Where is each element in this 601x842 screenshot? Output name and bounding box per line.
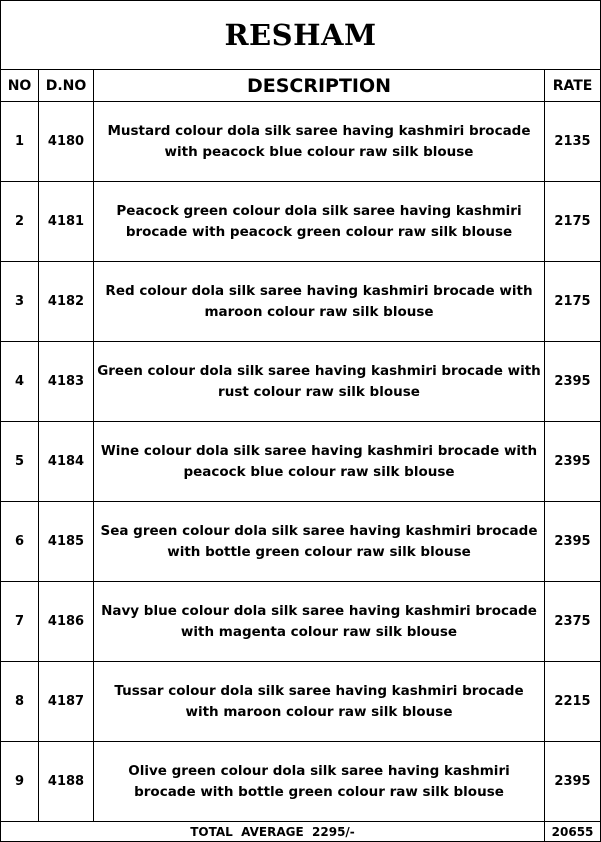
total-average-label: TOTAL AVERAGE 2295/-	[1, 822, 545, 842]
table-row	[1, 662, 601, 742]
cell-dno: 4187	[39, 662, 94, 742]
cell-no: 8	[1, 662, 39, 742]
cell-rate: 2395	[545, 422, 601, 502]
cell-description: Olive green colour dola silk saree having kashmiri brocade with bottle green colour raw silk blouse	[94, 742, 545, 822]
cell-rate: 2135	[545, 102, 601, 182]
header-no: NO	[1, 70, 39, 102]
header-dno: D.NO	[39, 70, 94, 102]
table-row	[1, 262, 601, 342]
cell-no: 4	[1, 342, 39, 422]
table-row	[1, 582, 601, 662]
cell-description: Mustard colour dola silk saree having kashmiri brocade with peacock blue colour raw silk blouse	[94, 102, 545, 182]
total-row	[1, 822, 601, 842]
cell-rate: 2395	[545, 742, 601, 822]
title-row	[1, 1, 601, 70]
total-value: 20655	[545, 822, 601, 842]
cell-dno: 4185	[39, 502, 94, 582]
cell-rate: 2375	[545, 582, 601, 662]
cell-no: 3	[1, 262, 39, 342]
cell-description: Tussar colour dola silk saree having kashmiri brocade with maroon colour raw silk blouse	[94, 662, 545, 742]
cell-no: 7	[1, 582, 39, 662]
cell-description: Navy blue colour dola silk saree having kashmiri brocade with magenta colour raw silk blouse	[94, 582, 545, 662]
cell-dno: 4183	[39, 342, 94, 422]
header-row	[1, 70, 601, 102]
cell-dno: 4188	[39, 742, 94, 822]
header-description: DESCRIPTION	[94, 70, 545, 102]
page-title: RESHAM	[1, 1, 601, 70]
cell-no: 5	[1, 422, 39, 502]
table-row	[1, 502, 601, 582]
cell-no: 6	[1, 502, 39, 582]
cell-description: Wine colour dola silk saree having kashmiri brocade with peacock blue colour raw silk blouse	[94, 422, 545, 502]
cell-dno: 4186	[39, 582, 94, 662]
cell-rate: 2395	[545, 502, 601, 582]
cell-description: Green colour dola silk saree having kashmiri brocade with rust colour raw silk blouse	[94, 342, 545, 422]
table-row	[1, 342, 601, 422]
header-rate: RATE	[545, 70, 601, 102]
cell-description: Red colour dola silk saree having kashmiri brocade with maroon colour raw silk blouse	[94, 262, 545, 342]
cell-dno: 4184	[39, 422, 94, 502]
table-row	[1, 422, 601, 502]
cell-dno: 4180	[39, 102, 94, 182]
cell-rate: 2175	[545, 182, 601, 262]
table-row	[1, 742, 601, 822]
cell-rate: 2175	[545, 262, 601, 342]
table-row	[1, 102, 601, 182]
cell-no: 2	[1, 182, 39, 262]
table-row	[1, 182, 601, 262]
cell-dno: 4182	[39, 262, 94, 342]
cell-rate: 2395	[545, 342, 601, 422]
cell-description: Peacock green colour dola silk saree having kashmiri brocade with peacock green colour raw silk blouse	[94, 182, 545, 262]
cell-rate: 2215	[545, 662, 601, 742]
cell-description: Sea green colour dola silk saree having kashmiri brocade with bottle green colour raw silk blouse	[94, 502, 545, 582]
cell-dno: 4181	[39, 182, 94, 262]
cell-no: 9	[1, 742, 39, 822]
cell-no: 1	[1, 102, 39, 182]
